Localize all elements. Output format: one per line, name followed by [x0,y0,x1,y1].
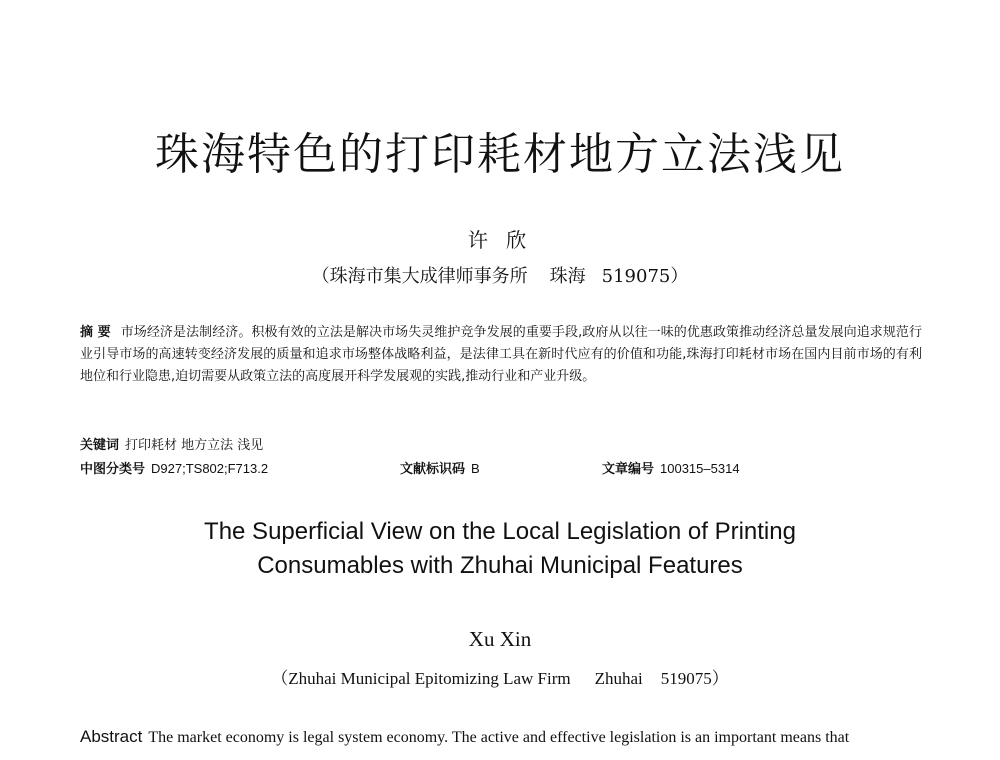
en-affiliation-city: Zhuhai [594,669,643,688]
affiliation-zip: 519075 [601,266,671,287]
chinese-title: 珠海特色的打印耗材地方立法浅见 [155,129,845,180]
class-number-value: D927;TS802;F713.2 [151,461,269,476]
chinese-author: 许 欣 [467,228,533,252]
document-code [400,458,480,477]
article-number [602,458,740,477]
affiliation-close-paren: ） [670,266,689,287]
chinese-abstract [80,322,922,388]
article-number-label: 文章编号 [602,462,655,477]
class-number-label: 中图分类号 [80,462,146,477]
affiliation-org: 珠海市集大成律师事务所 [329,266,528,287]
english-abstract [80,724,922,751]
en-affiliation-open-paren: （ [271,669,289,688]
classification-line [80,458,922,480]
keywords-label: 关键词 [80,438,120,453]
en-affiliation-close-paren: ） [711,669,729,688]
keywords-text: 打印耗材 地方立法 浅见 [125,438,264,453]
english-affiliation [0,664,1000,689]
english-abstract-text: The market economy is legal system economy. The active and effective legislation is an important means that [148,729,850,746]
class-number [80,458,268,477]
english-abstract-label: Abstract [80,727,143,746]
english-author: Xu Xin [468,627,532,651]
document-code-value: B [471,461,480,476]
chinese-abstract-label: 摘 要 [80,325,111,340]
affiliation-city: 珠海 [549,266,586,287]
chinese-abstract-text: 市场经济是法制经济。积极有效的立法是解决市场失灵维护竞争发展的重要手段,政府从以往一味的优惠政策推动经济总量发展向追求规范行业引导市场的高速转变经济发展的质量和追求市场整体战略利益，是法律工具在新时代应有的价值和功能,珠海打印耗材市场在国内目前市场的有利地位和行业隐患,迫切需要从政策立法的高度展开科学发展观的实践,推动行业和产业升级。 [80,325,922,384]
article-number-value: 100315–5314 [660,461,740,476]
document-code-label: 文献标识码 [400,462,466,477]
english-title [0,515,1000,583]
english-title-line-1: The Superficial View on the Local Legislation of Printing [204,518,796,545]
affiliation-open-paren: （ [311,266,330,287]
en-affiliation-zip: 519075 [660,669,712,688]
english-title-line-2: Consumables with Zhuhai Municipal Features [257,552,743,579]
en-affiliation-org: Zhuhai Municipal Epitomizing Law Firm [288,669,571,688]
chinese-keywords [80,434,922,453]
chinese-affiliation [0,262,1000,288]
